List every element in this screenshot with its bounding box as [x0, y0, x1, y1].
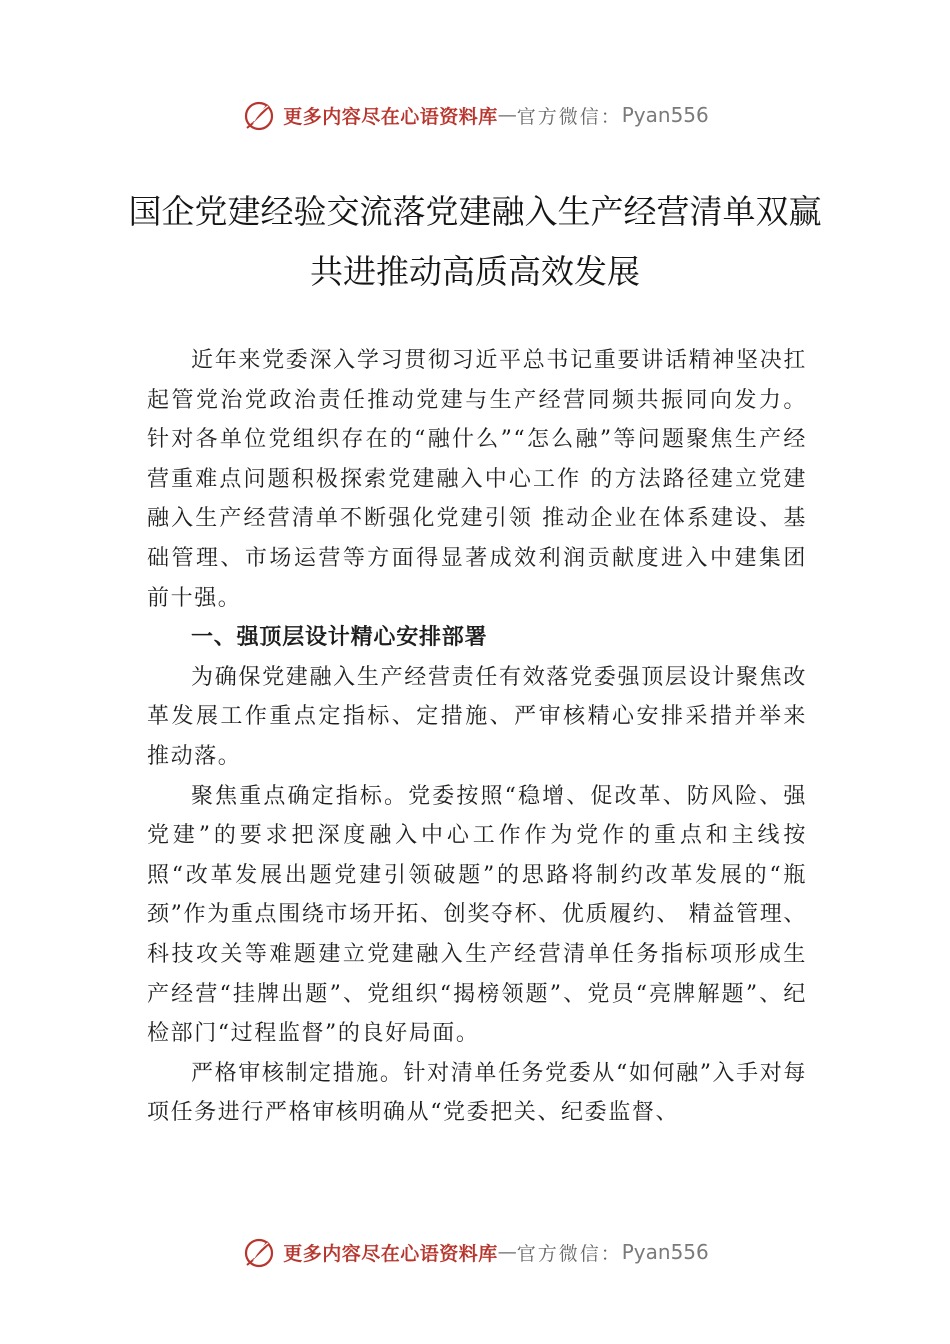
banner-main-text: 更多内容尽在心语资料库 [283, 1242, 498, 1265]
section-1-paragraph: 为确保党建融入生产经营责任有效落党委强顶层设计聚焦改革发展工作重点定指标、定措施、严审核精心安排采措并举来推动落。 [147, 664, 807, 769]
quill-logo-icon [241, 97, 277, 133]
document-body [147, 341, 807, 1133]
banner-wechat-label: 官方微信： [516, 105, 622, 128]
banner-main-text: 更多内容尽在心语资料库 [283, 105, 498, 128]
footer-watermark-banner [0, 1232, 950, 1272]
header-watermark-banner [0, 95, 950, 135]
document-title: 国企党建经验交流落党建融入生产经营清单双赢共进推动高质高效发展 [128, 192, 822, 291]
intro-paragraph: 近年来党委深入学习贯彻习近平总书记重要讲话精神坚决扛起管党治党政治责任推动党建与生产经营同频共振同向发力。针对各单位党组织存在的“融什么”“怎么融”等问题聚焦生产经营重难点问题积极探索党建融入中心工作 的方法路径建立党建融入生产经营清单不断强化党建引领 推动企业在体系建设、基础管理、市场运营等方面得显著成效利润贡献度进入中建集团前十强。 [147, 348, 807, 611]
indicators-paragraph: 聚焦重点确定指标。党委按照“稳增、促改革、防风险、强党建”的要求把深度融入中心工作作为党作的重点和主线按照“改革发展出题党建引领破题”的思路将制约改革发展的“瓶颈”作为重点围绕市场开拓、创奖夺杯、优质履约、 精益管理、科技攻关等难题建立党建融入生产经营清单任务指标项形成生产经营“挂牌出题”、党组织“揭榜领题”、党员“亮牌解题”、纪检部门“过程监督”的良好局面。 [147, 783, 807, 1047]
section-heading-1: 一、强顶层设计精心安排部署 [191, 625, 488, 651]
banner-wechat-id: Pyan556 [621, 1240, 709, 1264]
banner-separator: — [497, 104, 517, 126]
banner-separator: — [497, 1241, 517, 1263]
quill-logo-icon [241, 1234, 277, 1270]
banner-wechat-label: 官方微信： [516, 1242, 622, 1265]
banner-wechat-id: Pyan556 [621, 103, 709, 127]
measures-paragraph: 严格审核制定措施。针对清单任务党委从“如何融”入手对每项任务进行严格审核明确从“党委把关、纪委监督、 [147, 1060, 807, 1126]
